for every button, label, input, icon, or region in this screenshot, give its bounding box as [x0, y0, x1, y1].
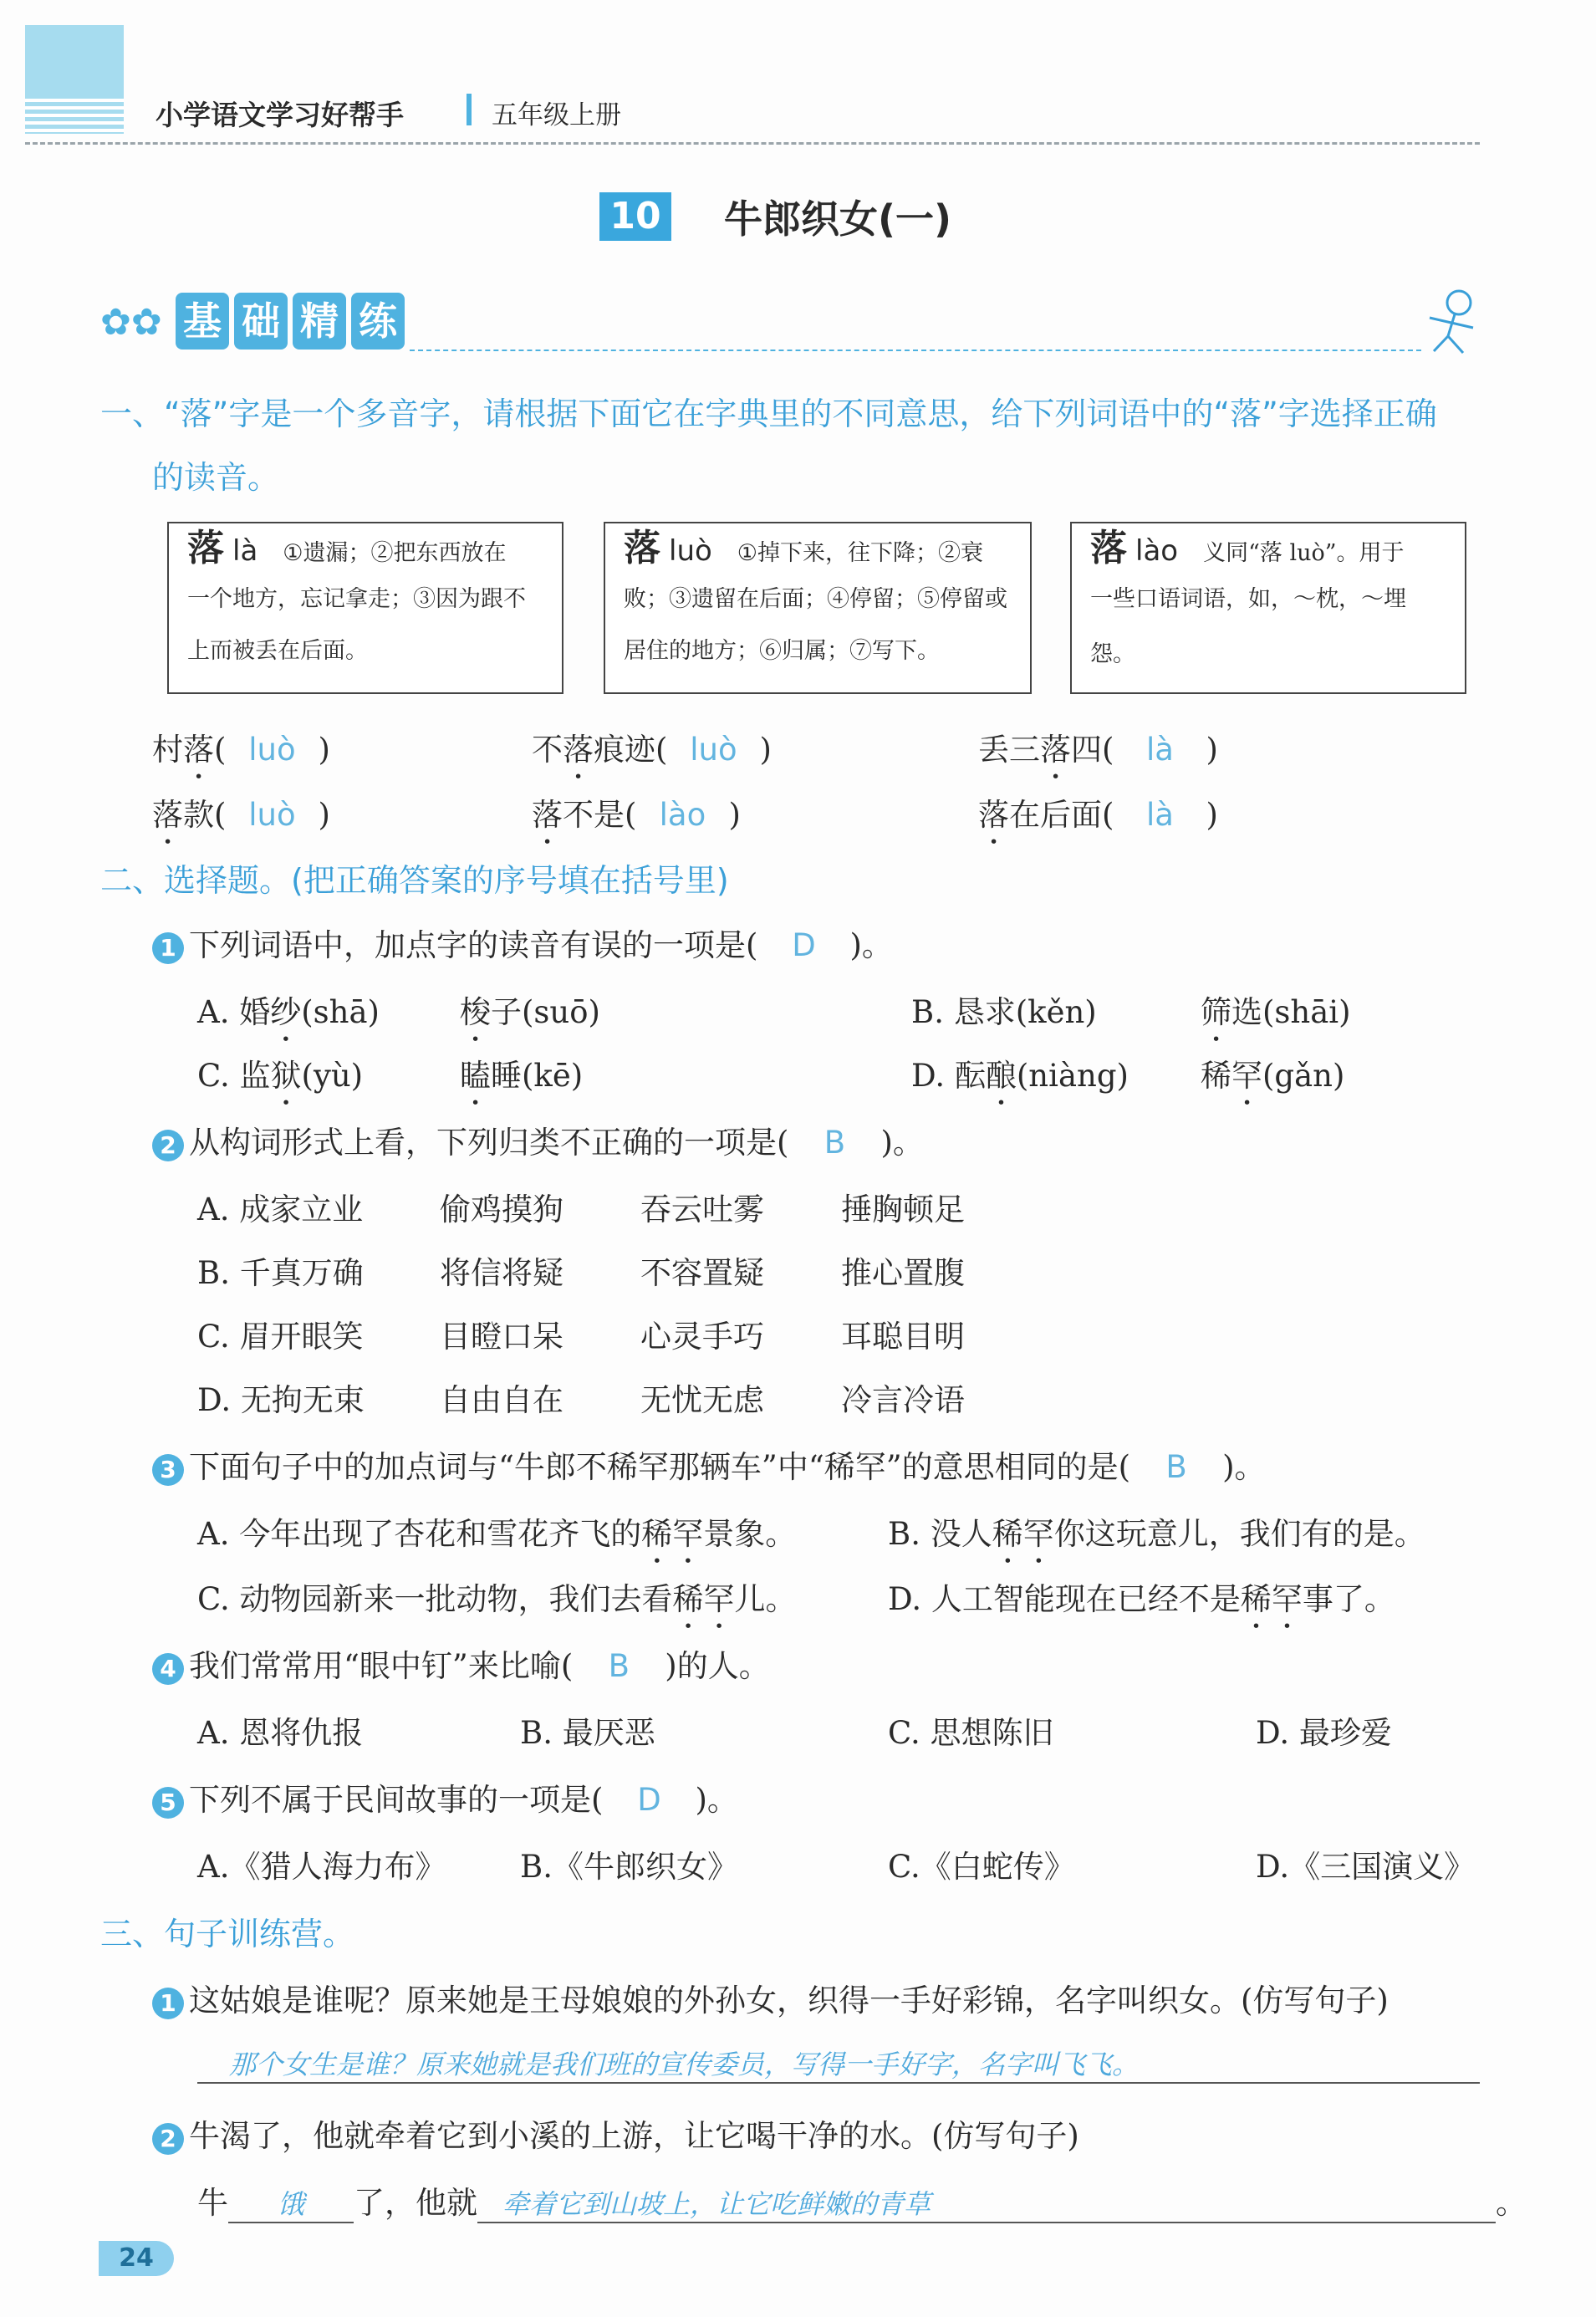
- box-line1: ①掉下来，往下降；②衰: [737, 540, 984, 566]
- section3-heading: 三、句子训练营。: [100, 1916, 355, 1952]
- box-line3: 上而被丢在后面。: [187, 638, 368, 664]
- option-row-a: A. 成家立业 偷鸡摸狗 吞云吐雾 捶胸顿足: [197, 1192, 965, 1227]
- option-row-c: C. 眉开眼笑 目瞪口呆 心灵手巧 耳聪目明: [197, 1319, 965, 1355]
- option: C.《白蛇传》: [888, 1849, 1075, 1885]
- option: D. 最珍爱: [1256, 1715, 1392, 1751]
- sentence-question-2: 2 牛渴了，他就牵着它到小溪的上游，让它喝干净的水。(仿写句子): [152, 2110, 1079, 2156]
- corner-stripes: [25, 99, 124, 132]
- banner: [176, 293, 405, 350]
- box-line1: ①遗漏；②把东西放在: [283, 540, 507, 566]
- answer-blank[interactable]: B: [1165, 1449, 1187, 1485]
- word-item: 不落痕迹( luò ): [532, 732, 772, 768]
- sentence-question-1: 1 这姑娘是谁呢？原来她是王母娘娘的外孙女，织得一手好彩锦，名字叫织女。(仿写句子): [152, 1975, 1389, 2020]
- option: C. 监狱(yù): [197, 1058, 364, 1094]
- box-line2: 一个地方，忘记拿走；③因为跟不: [187, 586, 526, 612]
- header-book-title: 小学语文学习好帮手: [156, 99, 404, 131]
- word-item: 丢三落四( là ): [978, 732, 1218, 768]
- box-line1: 义同“落 luò”。用于: [1203, 540, 1405, 566]
- word-item: 落不是( lào ): [532, 797, 741, 833]
- box-char: 落: [624, 527, 660, 569]
- sentence-answer-1[interactable]: 那个女生是谁？原来她就是我们班的宣传委员，写得一手好字，名字叫飞飞。: [229, 2049, 1140, 2080]
- question-number-badge: 5: [152, 1787, 184, 1819]
- dictionary-box-la: [167, 522, 563, 694]
- answer-blank[interactable]: luò: [690, 732, 737, 768]
- dictionary-box-lao: [1070, 522, 1466, 694]
- box-line2: 败；③遗留在后面；④停留；⑤停留或: [624, 586, 1007, 612]
- header-divider: [467, 94, 472, 125]
- lesson-title: 牛郎织女(一): [724, 196, 952, 242]
- answer-blank[interactable]: B: [823, 1125, 846, 1161]
- header-grade: 五年级上册: [492, 100, 621, 130]
- running-figure-icon: [1413, 284, 1488, 360]
- box-line3: 居住的地方；⑥归属；⑦写下。: [624, 638, 940, 664]
- sprout-icon: ✿✿: [100, 301, 162, 344]
- word-item: 村落( luò ): [152, 732, 330, 768]
- option: B. 没人稀罕你这玩意儿，我们有的是。: [888, 1516, 1425, 1552]
- option: C. 思想陈旧: [888, 1715, 1054, 1751]
- fill-blank-1[interactable]: 饿: [228, 2183, 354, 2223]
- answer-blank[interactable]: luò: [248, 732, 296, 768]
- lesson-number-badge: 10: [599, 192, 671, 241]
- page-number: 24: [99, 2241, 174, 2276]
- option: D. 人工智能现在已经不是稀罕事了。: [888, 1581, 1395, 1617]
- answer-blank[interactable]: lào: [659, 797, 706, 833]
- option: A. 恩将仇报: [197, 1715, 364, 1751]
- option: A. 今年出现了杏花和雪花齐飞的稀罕景象。: [197, 1516, 797, 1552]
- option: 筛选(shāi): [1201, 994, 1351, 1030]
- question-5: 5 下列不属于民间故事的一项是( D )。: [152, 1774, 738, 1819]
- box-line2: 一些口语词语，如，～枕，～埋怨。: [1090, 586, 1406, 667]
- answer-blank[interactable]: luò: [248, 797, 296, 833]
- box-char: 落: [1090, 527, 1127, 569]
- option: D.《三国演义》: [1256, 1849, 1476, 1885]
- word-item: 落款( luò ): [152, 797, 330, 833]
- question-number-badge: 1: [152, 1988, 184, 2019]
- option: C. 动物园新来一批动物，我们去看稀罕儿。: [197, 1581, 797, 1617]
- option: D. 酝酿(niàng): [911, 1058, 1129, 1094]
- section2-heading: 二、选择题。(把正确答案的序号填在括号里): [100, 862, 729, 899]
- header-dashed-line: [25, 142, 1480, 145]
- section1-heading-line2: 的读音。: [152, 459, 280, 496]
- banner-dashed-line: [410, 350, 1421, 351]
- box-pinyin: lào: [1135, 534, 1179, 568]
- question-2: 2 从构词形式上看，下列归类不正确的一项是( B )。: [152, 1117, 924, 1162]
- dictionary-box-luo: [604, 522, 1032, 694]
- banner-char-4: 练: [351, 293, 405, 350]
- answer-blank[interactable]: D: [792, 927, 816, 963]
- option: B. 恳求(kěn): [911, 994, 1097, 1030]
- option: A. 婚纱(shā): [197, 994, 380, 1030]
- answer-blank[interactable]: B: [608, 1648, 630, 1684]
- box-pinyin: là: [232, 534, 258, 568]
- question-number-badge: 4: [152, 1653, 184, 1685]
- option: 瞌睡(kē): [460, 1058, 584, 1094]
- option-row-d: D. 无拘无束 自由自在 无忧无虑 冷言冷语: [197, 1382, 965, 1418]
- option: 稀罕(gǎn): [1201, 1058, 1345, 1094]
- answer-blank[interactable]: là: [1145, 797, 1174, 833]
- answer-blank[interactable]: là: [1145, 732, 1174, 768]
- option: 梭子(suō): [460, 994, 600, 1030]
- banner-char-1: 基: [176, 293, 229, 350]
- box-char: 落: [187, 527, 224, 569]
- question-1: 1 下列词语中，加点字的读音有误的一项是( D )。: [152, 920, 893, 965]
- banner-char-3: 精: [293, 293, 346, 350]
- question-number-badge: 3: [152, 1454, 184, 1486]
- fill-blank-2[interactable]: 牵着它到山坡上，让它吃鲜嫩的青草: [477, 2183, 1496, 2223]
- answer-underline-1: [197, 2082, 1480, 2084]
- question-4: 4 我们常常用“眼中钉”来比喻( B )的人。: [152, 1641, 770, 1686]
- question-number-badge: 2: [152, 1130, 184, 1161]
- question-number-badge: 2: [152, 2123, 184, 2155]
- option-row-b: B. 千真万确 将信将疑 不容置疑 推心置腹: [197, 1255, 965, 1291]
- question-number-badge: 1: [152, 932, 184, 964]
- banner-char-2: 础: [234, 293, 288, 350]
- section1-heading-line1: 一、“落”字是一个多音字，请根据下面它在字典里的不同意思，给下列词语中的“落”字选择正确: [100, 396, 1437, 432]
- sentence-answer-2: 牛 饿 了，他就 牵着它到山坡上，让它吃鲜嫩的青草 。: [197, 2177, 1527, 2223]
- option: B.《牛郎织女》: [520, 1849, 738, 1885]
- option: A.《猎人海力布》: [197, 1849, 446, 1885]
- option: B. 最厌恶: [520, 1715, 655, 1751]
- question-3: 3 下面句子中的加点词与“牛郎不稀罕那辆车”中“稀罕”的意思相同的是( B )。: [152, 1442, 1266, 1487]
- answer-blank[interactable]: D: [637, 1782, 661, 1818]
- box-pinyin: luò: [669, 534, 712, 568]
- word-item: 落在后面( là ): [978, 797, 1218, 833]
